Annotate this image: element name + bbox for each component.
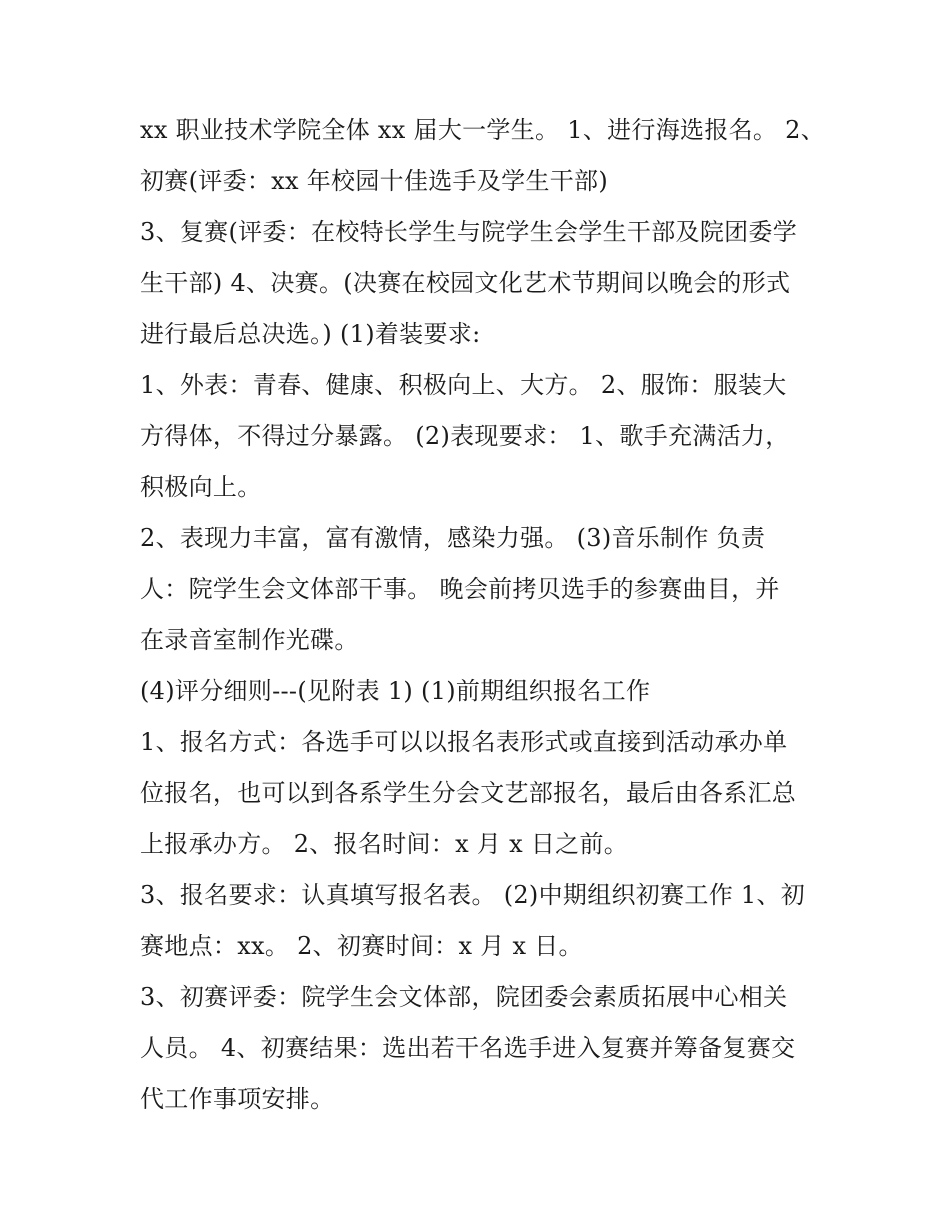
text-line: 代工作事项安排。 [140,1085,335,1113]
text-line: 人：院学生会文体部干事。 晚会前拷贝选手的参赛曲目，并 [140,575,780,603]
text-line: 积极向上。 [140,473,262,501]
text-line: 赛地点：xx。 2、初赛时间：x 月 x 日。 [140,932,583,960]
text-line: 2、表现力丰富，富有激情，感染力强。 (3)音乐制作 负责 [140,524,766,552]
text-line: 1、报名方式：各选手可以以报名表形式或直接到活动承办单 [140,728,788,756]
text-line: 3、报名要求：认真填写报名表。 (2)中期组织初赛工作 1、初 [140,881,806,909]
text-line: 进行最后总决选。) (1)着装要求: [140,320,481,348]
text-line: xx 职业技术学院全体 xx 届大一学生。 1、进行海选报名。 2、 [140,116,826,144]
text-line: (4)评分细则---(见附表 1) (1)前期组织报名工作 [140,677,651,705]
text-line: 生干部) 4、决赛。(决赛在校园文化艺术节期间以晚会的形式 [140,269,791,297]
text-line: 上报承办方。 2、报名时间：x 月 x 日之前。 [140,830,629,858]
text-line: 1、外表：青春、健康、积极向上、大方。 2、服饰：服装大 [140,371,787,399]
text-line: 人员。 4、初赛结果：选出若干名选手进入复赛并筹备复赛交 [140,1034,796,1062]
text-line: 初赛(评委：xx 年校园十佳选手及学生干部) [140,167,609,195]
text-line: 3、复赛(评委：在校特长学生与院学生会学生干部及院团委学 [140,218,798,246]
document-body [140,105,826,1125]
text-line: 位报名，也可以到各系学生分会文艺部报名，最后由各系汇总 [140,779,797,807]
text-line: 在录音室制作光碟。 [140,626,359,654]
text-line: 3、初赛评委：院学生会文体部，院团委会素质拓展中心相关 [140,983,788,1011]
text-line: 方得体，不得过分暴露。 (2)表现要求： 1、歌手充满活力， [140,422,790,450]
